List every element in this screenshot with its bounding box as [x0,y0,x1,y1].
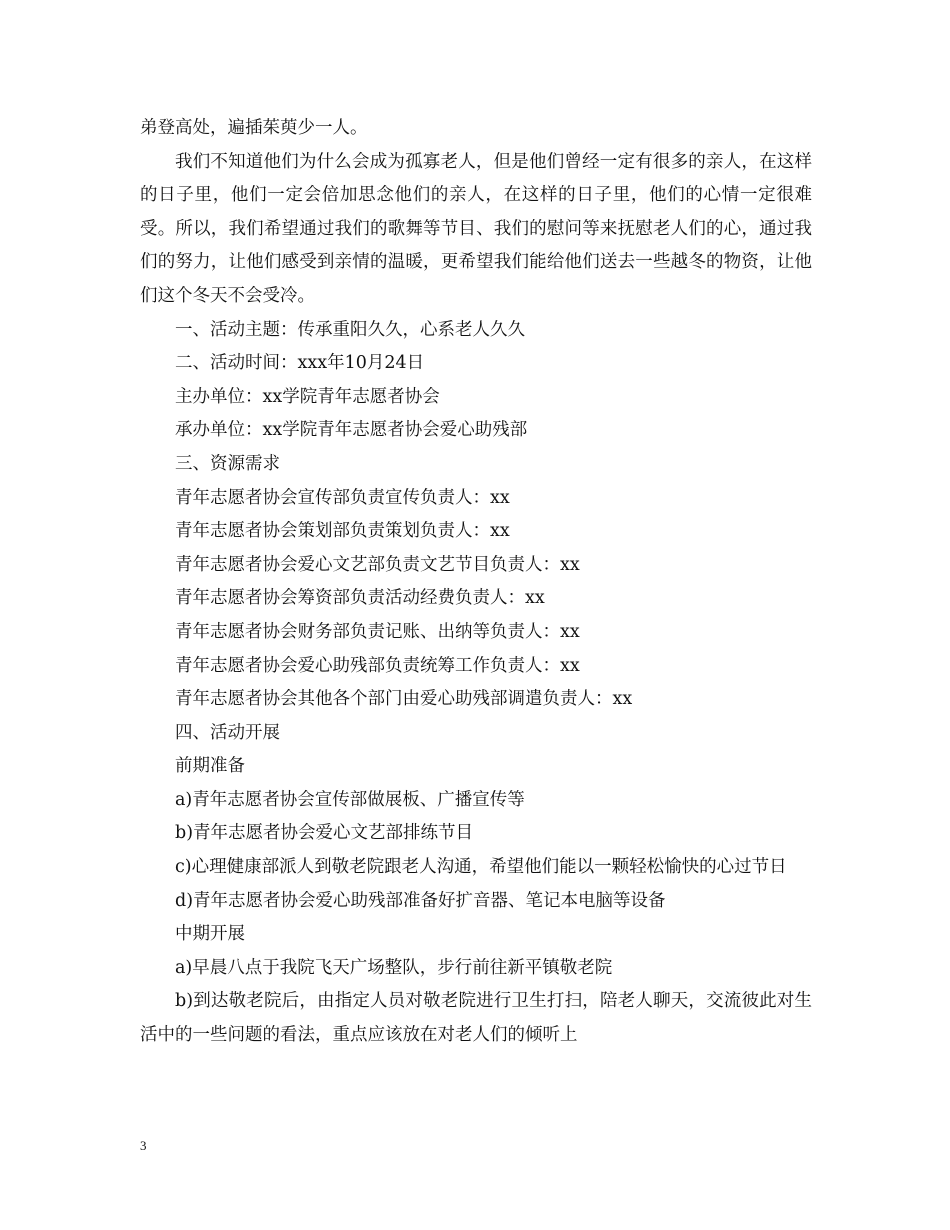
document-body [140,112,812,1053]
list-item: a)早晨八点于我院飞天广场整队，步行前往新平镇敬老院 [175,957,613,978]
section-heading-activities: 四、活动开展 [175,722,280,743]
resource-item: 青年志愿者协会筹资部负责活动经费负责人：xx [175,588,545,609]
subsection-heading: 中期开展 [175,924,245,945]
section-heading-resources: 三、资源需求 [175,453,280,474]
resource-item: 青年志愿者协会爱心助残部负责统筹工作负责人：xx [175,655,580,676]
organizer-line: 主办单位：xx学院青年志愿者协会 [175,386,440,407]
section-heading-theme: 一、活动主题：传承重阳久久，心系老人久久 [175,319,525,340]
co-organizer-line: 承办单位：xx学院青年志愿者协会爱心助残部 [175,420,528,441]
resource-item: 青年志愿者协会策划部负责策划负责人：xx [175,521,510,542]
resource-item: 青年志愿者协会其他各个部门由爱心助残部调遣负责人：xx [175,689,633,710]
list-item: b)到达敬老院后，由指定人员对敬老院进行卫生打扫，陪老人聊天，交流彼此对生活中的一些问题的看法，重点应该放在对老人们的倾听上 [140,991,812,1046]
paragraph: 弟登高处，遍插茱萸少一人。 [140,118,368,138]
subsection-heading: 前期准备 [175,756,245,777]
list-item: a)青年志愿者协会宣传部做展板、广播宣传等 [175,789,525,810]
page-number: 3 [140,1138,147,1153]
resource-item: 青年志愿者协会财务部负责记账、出纳等负责人：xx [175,621,580,642]
resource-item: 青年志愿者协会宣传部负责宣传负责人：xx [175,487,510,508]
list-item: b)青年志愿者协会爱心文艺部排练节目 [175,823,474,844]
section-heading-time: 二、活动时间：xxx年10月24日 [175,353,425,374]
list-item: c)心理健康部派人到敬老院跟老人沟通，希望他们能以一颗轻松愉快的心过节日 [175,857,787,878]
paragraph: 我们不知道他们为什么会成为孤寡老人，但是他们曾经一定有很多的亲人，在这样的日子里，他们一定会倍加思念他们的亲人，在这样的日子里，他们的心情一定很难受。所以，我们希望通过我们的歌舞等节目、我们的慰问等来抚慰老人们的心，通过我们的努力，让他们感受到亲情的温暖，更希望我们能给他们送去一些越冬的物资，让他们这个冬天不会受冷。 [140,151,812,306]
resource-item: 青年志愿者协会爱心文艺部负责文艺节目负责人：xx [175,554,580,575]
list-item: d)青年志愿者协会爱心助残部准备好扩音器、笔记本电脑等设备 [175,890,666,911]
